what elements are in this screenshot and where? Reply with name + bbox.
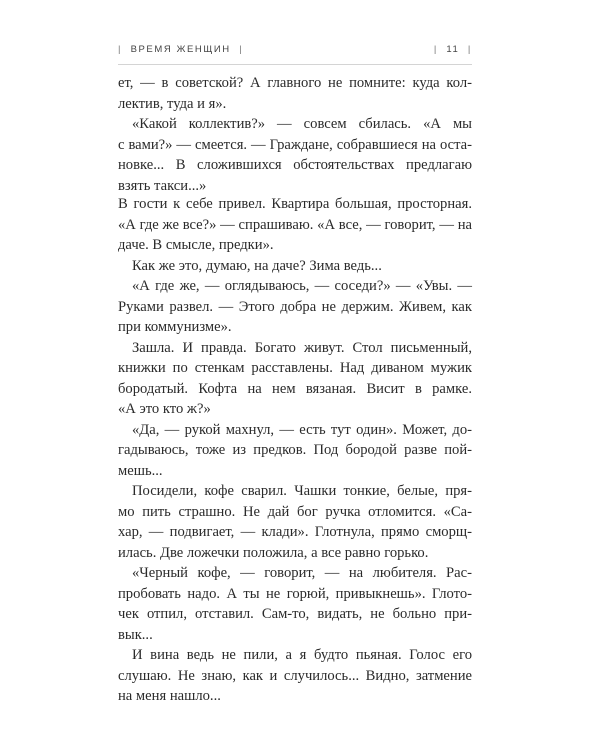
- text-block-1: [118, 73, 472, 196]
- text-line: ет, — в советской? А главного не помните: куда кол-: [118, 75, 472, 91]
- text-line: взять такси...»: [118, 177, 207, 194]
- text-line: Зашла. И правда. Богато живут. Стол письменный,: [132, 339, 472, 356]
- text-line: книжки по стенкам расставлены. Над диваном мужик: [118, 360, 472, 376]
- text-line: «А это кто ж?»: [118, 401, 211, 417]
- text-line: мешь...: [118, 462, 163, 479]
- text-line: Как же это, думаю, на даче? Зима ведь...: [132, 257, 382, 274]
- text-line: хар, — подвигает, — клади». Глотнула, прямо сморщ-: [118, 524, 472, 540]
- text-line: новке... В сложившихся обстоятельствах предлагаю: [118, 157, 472, 173]
- page-number-text: 11: [446, 44, 460, 55]
- running-header: [118, 40, 472, 60]
- text-line: Посидели, кофе сварил. Чашки тонкие, белые, пря-: [132, 483, 472, 499]
- text-line: лектив, туда и я».: [118, 95, 227, 112]
- text-line: «А где же, — оглядываюсь, — соседи?» — «Увы. —: [132, 278, 472, 294]
- running-title-text: ВРЕМЯ ЖЕНЩИН: [130, 44, 231, 55]
- text-line: вык...: [118, 626, 153, 643]
- text-line: И вина ведь не пили, а я будто пьяная. Голос его: [132, 647, 472, 663]
- text-line: мо пить страшно. Не дай бог ручка отломится. «Са-: [118, 503, 472, 520]
- text-line: «Да, — рукой махнул, — есть тут один». Может, до-: [132, 421, 472, 438]
- text-line: «Черный кофе, — говорит, — на любителя. Рас-: [132, 565, 472, 581]
- text-line: Руками развел. — Этого добра не держим. Живем, как: [118, 298, 472, 315]
- text-line: В гости к себе привел. Квартира большая, просторная.: [118, 196, 472, 212]
- text-block-2: [118, 194, 472, 707]
- text-line: чек отпил, отставил. Сам-то, видать, не больно при-: [118, 606, 472, 622]
- text-line: «А где же все?» — спрашиваю. «А все, — говорит, — на: [118, 216, 472, 233]
- page-number: | 11 |: [433, 44, 472, 55]
- text-line: бородатый. Кофта на нем вязаная. Висит в рамке.: [118, 380, 472, 397]
- text-line: на меня нашло...: [118, 688, 221, 704]
- text-line: «Какой коллектив?» — совсем сбилась. «А мы: [132, 116, 472, 132]
- running-title: | ВРЕМЯ ЖЕНЩИН |: [118, 44, 244, 55]
- text-line: пробовать надо. А ты не горюй, привыкнешь». Глото-: [118, 585, 472, 602]
- text-line: илась. Две ложечки положила, а все равно горько.: [118, 544, 429, 561]
- text-line: слушаю. Не знаю, как и случилось... Видно, затмение: [118, 667, 472, 684]
- text-line: даче. В смысле, предки».: [118, 237, 274, 253]
- text-line: при коммунизме».: [118, 319, 232, 335]
- header-rule: [118, 64, 472, 65]
- text-line: гадываюсь, тоже из предков. Под бородой разве пой-: [118, 442, 472, 458]
- text-line: с вами?» — смеется. — Граждане, собравшиеся на оста-: [118, 136, 472, 153]
